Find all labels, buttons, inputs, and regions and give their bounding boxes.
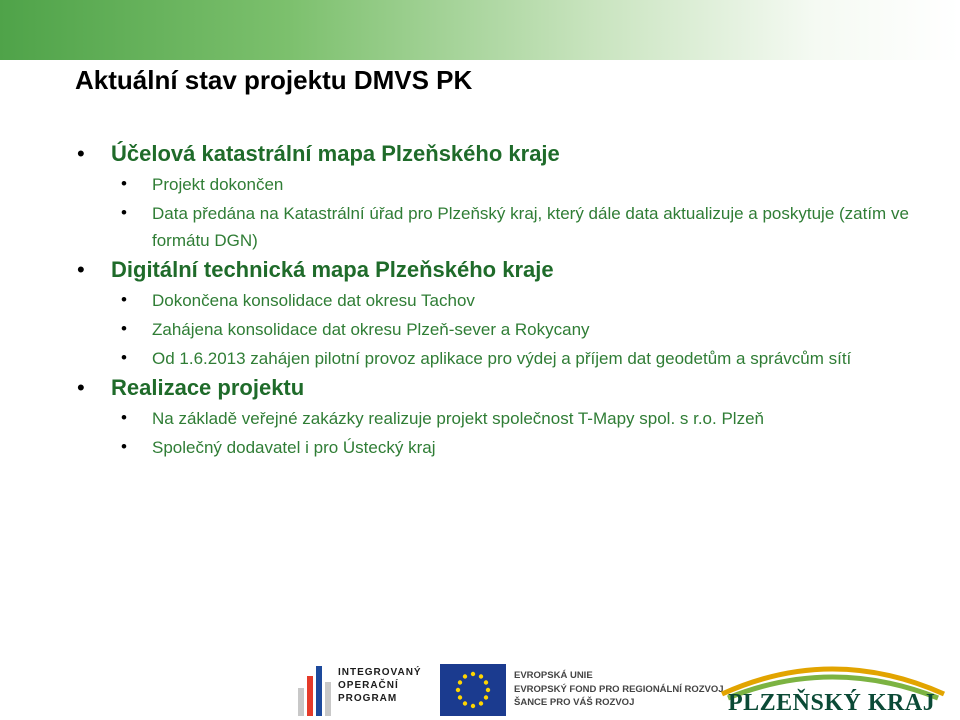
section-2-item-1: • Dokončena konsolidace dat okresu Tachov [75,287,950,314]
slide-content [75,140,950,463]
bullet-icon: • [77,141,85,166]
plzensky-kraj-logo-text: PLZEŇSKÝ KRAJ [728,690,936,716]
section-heading-1: • Účelová katastrální mapa Plzeňského kraje [77,141,560,166]
bullet-icon: • [121,319,127,338]
section-1-item-2: • Data předána na Katastrální úřad pro Plzeňský kraj, který dále data aktualizuje a poskytuje (zatím ve formátu DGN) [75,200,950,254]
section-heading-3: • Realizace projektu [77,375,305,400]
slide-title: Aktuální stav projektu DMVS PK [75,65,473,95]
section-1-item-1: • Projekt dokončen [75,171,950,198]
section-heading-2: • Digitální technická mapa Plzeňského kraje [77,257,554,282]
section-3-item-1: • Na základě veřejné zakázky realizuje projekt společnost T-Mapy spol. s r.o. Plzeň [75,405,950,432]
bullet-icon: • [77,375,85,400]
section-2-item-3: • Od 1.6.2013 zahájen pilotní provoz aplikace pro výdej a příjem dat geodetům a správcům sítí [75,345,950,372]
bullet-icon: • [121,174,127,193]
bullet-icon: • [121,203,127,222]
bullet-icon: • [121,348,127,367]
section-3-item-2: • Společný dodavatel i pro Ústecký kraj [75,434,950,461]
iop-logo-bars-icon [298,666,332,716]
eu-flag-icon [440,664,506,716]
bullet-icon: • [121,290,127,309]
section-2-item-2: • Zahájena konsolidace dat okresu Plzeň-sever a Rokycany [75,316,950,343]
bullet-icon: • [77,257,85,282]
iop-logo-text: INTEGROVANÝ OPERAČNÍ PROGRAM [338,667,422,704]
bullet-icon: • [121,408,127,427]
top-green-band [0,0,960,60]
bullet-icon: • [121,437,127,456]
eu-logo-text: EVROPSKÁ UNIE EVROPSKÝ FOND PRO REGIONÁLNÍ ROZVOJ ŠANCE PRO VÁŠ ROZVOJ [514,670,724,708]
